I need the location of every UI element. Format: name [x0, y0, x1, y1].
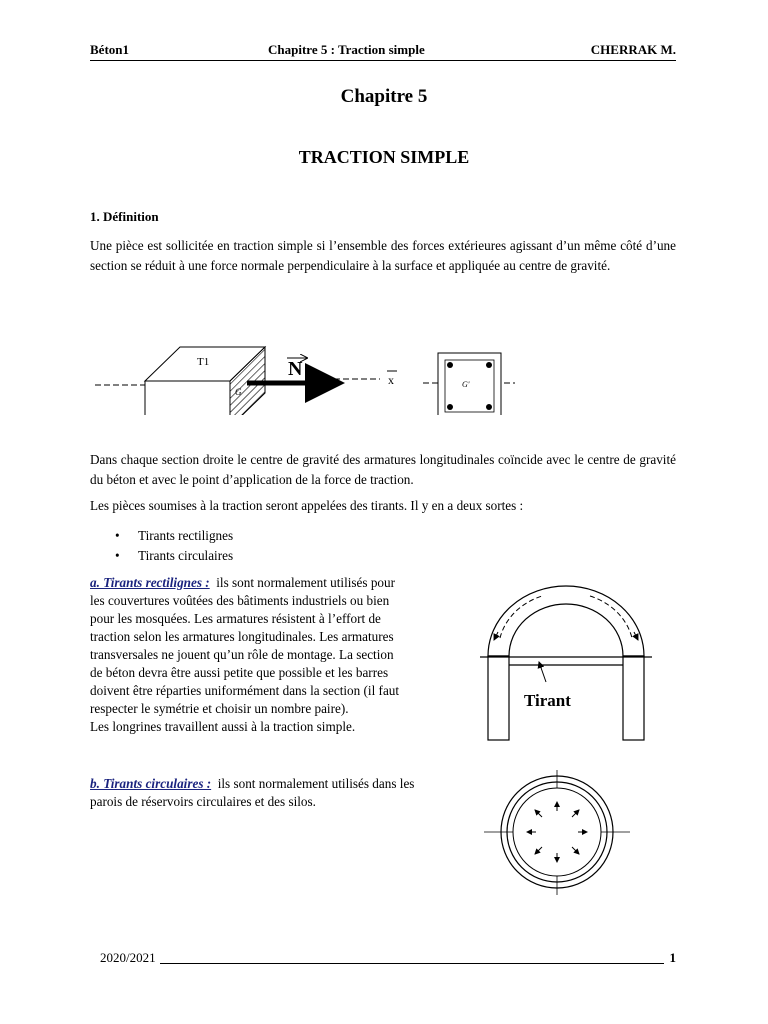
axis-label: x: [388, 373, 394, 387]
circular-tirant-figure: [484, 770, 630, 895]
header-course: Béton1: [90, 42, 129, 57]
section-b-line: parois de réservoirs circulaires et des silos.: [90, 794, 316, 809]
footer-year: 2020/2021: [100, 950, 156, 965]
definition-paragraph: Une pièce est sollicitée en traction simple si l’ensemble des forces extérieures agissant d’un même côté d’une section se réduit à une force normale perpendiculaire à la surface et appliquée au centre de gravité.: [90, 238, 676, 273]
tirants-intro-paragraph: Les pièces soumises à la traction seront appelées des tirants. Il y en a deux sortes :: [90, 498, 524, 513]
section-a-line: Les longrines travaillent aussi à la traction simple.: [90, 719, 356, 734]
footer-rule: [160, 963, 664, 964]
arch-body: [488, 586, 644, 656]
section-a-line: de béton devra être aussi petite que possible et les barres: [90, 665, 389, 680]
chapter-title: TRACTION SIMPLE: [298, 147, 470, 167]
g-label: G: [235, 387, 242, 397]
page-header: [90, 42, 676, 61]
section-a-line: transversales ne jouent qu’un rôle de montage. La section: [90, 647, 394, 662]
section-b-line: ils sont normalement utilisés dans les: [217, 776, 415, 791]
list-item: • Tirants rectilignes: [115, 526, 233, 546]
gravity-centre-paragraph: Dans chaque section droite le centre de gravité des armatures longitudinales coïncide avec le centre de gravité du béton et avec le point d’application de la force de traction.: [90, 452, 676, 487]
section-a-line: les couvertures voûtées des bâtiments industriels ou bien: [90, 593, 390, 608]
tirant-label: Tirant: [524, 691, 571, 710]
beam-front-face: [145, 381, 230, 415]
rebar-dot: [486, 362, 492, 368]
traction-beam-figure: [95, 335, 525, 415]
force-label: N: [288, 358, 303, 380]
section-a-line: doivent être réparties uniformément dans la section (il faut: [90, 683, 400, 698]
list-item: • Tirants circulaires: [115, 546, 233, 566]
section-definition-heading: 1. Définition: [90, 209, 159, 224]
section-a-line: traction selon les armatures longitudinales. Les armatures: [90, 629, 394, 644]
arch-tirant-figure: [478, 578, 654, 744]
header-chapter: Chapitre 5 : Traction simple: [268, 42, 425, 57]
chapter-heading: Chapitre 5: [340, 86, 428, 107]
section-a-heading: a. Tirants rectilignes :: [90, 575, 210, 590]
inner-ring: [513, 788, 601, 876]
section-a-line: pour les mosquées. Les armatures résistent à l’effort de: [90, 611, 381, 626]
rebar-dot: [447, 362, 453, 368]
header-author: CHERRAK M.: [590, 42, 676, 57]
section-a-line: ils sont normalement utilisés pour: [216, 575, 396, 590]
section-a-paragraph: [90, 574, 477, 736]
right-pillar: [623, 656, 644, 740]
section-b-heading: b. Tirants circulaires :: [90, 776, 212, 791]
rebar-dot: [486, 404, 492, 410]
page-number: 1: [669, 950, 676, 965]
tirant-types-list: [115, 526, 233, 566]
section-a-line: respecter le symétrie et choisir un nombre paire).: [90, 701, 349, 716]
section-g-label: G': [462, 380, 470, 389]
left-pillar: [488, 656, 509, 740]
rebar-dot: [447, 404, 453, 410]
block-label: T1: [197, 356, 210, 368]
section-b-paragraph: [90, 775, 477, 811]
